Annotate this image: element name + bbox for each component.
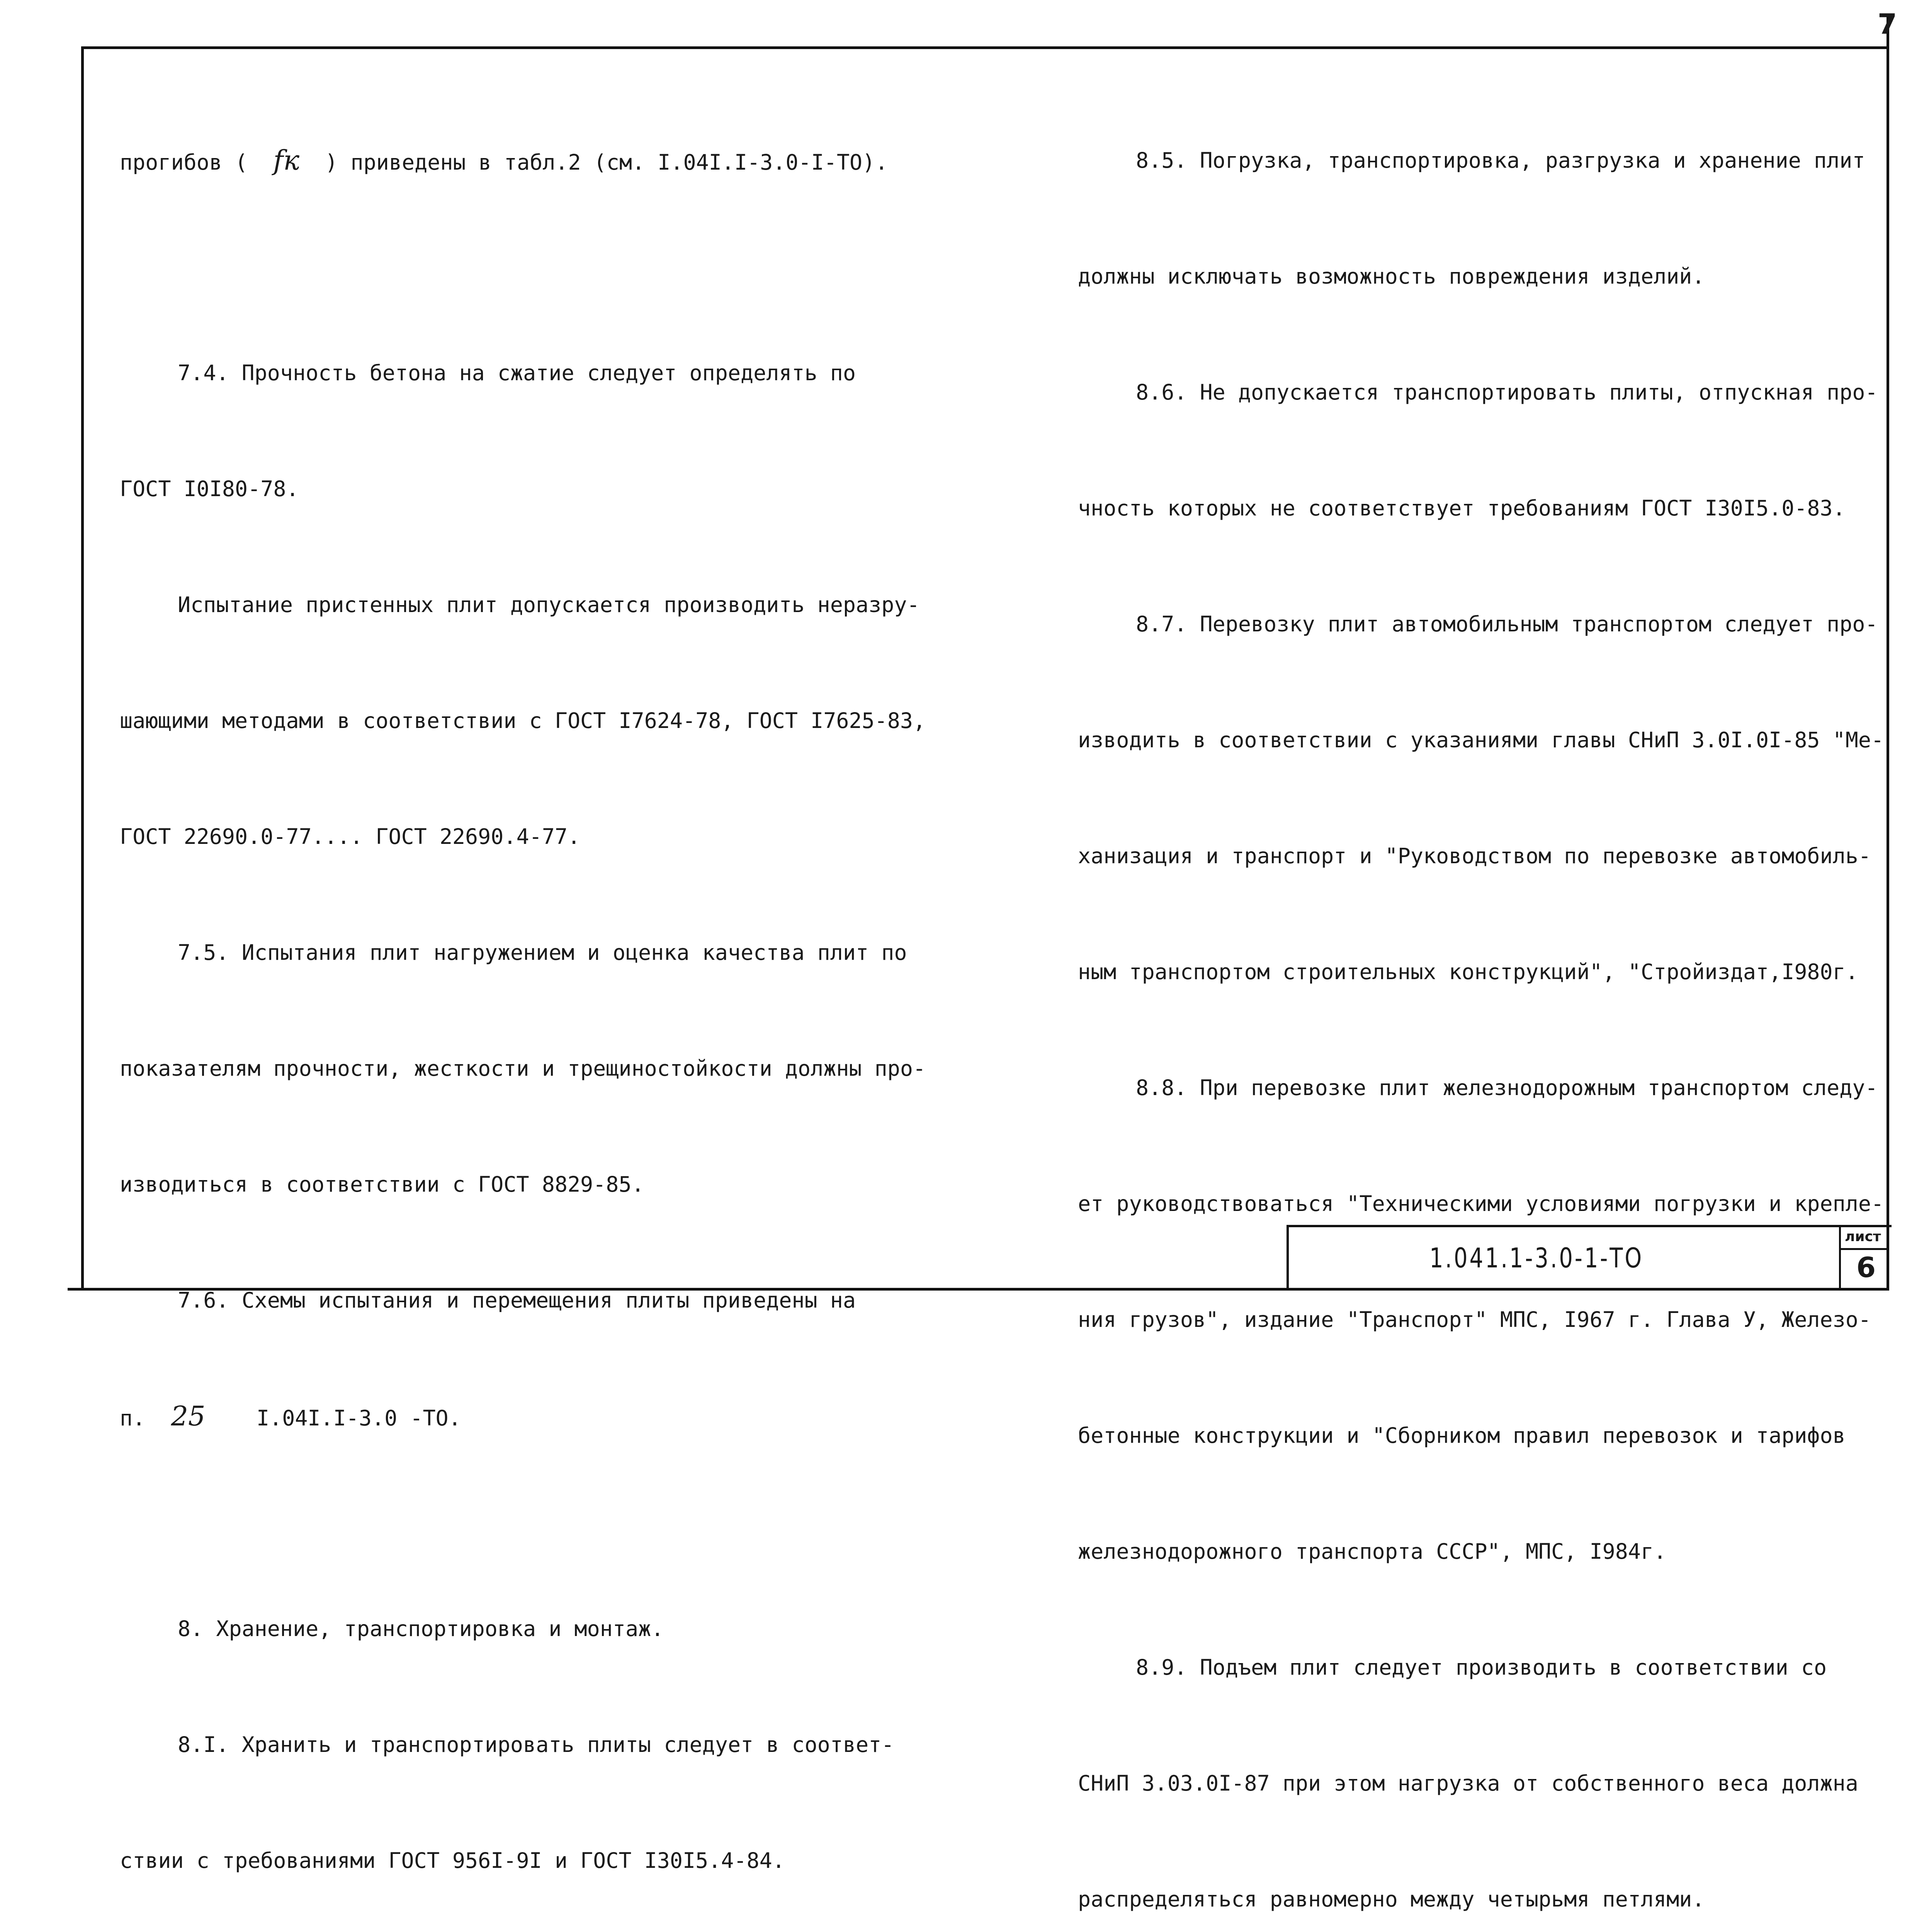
text-line: должны исключать возможность повреждения изделий. [1078,264,1705,289]
spacer [120,257,926,276]
text-line: ГОСТ I0I80-78. [120,476,299,501]
text-line: ет руководствоваться "Техническими условиями погрузки и крепле- [1078,1191,1884,1216]
clause-7-4: 7.4. Прочность бетона на сжатие следует определять по [178,361,856,385]
text-line: распределяться равномерно между четырьмя петлями. [1078,1887,1705,1912]
text-fragment: I.04I.I-3.0 -ТО. [205,1406,461,1430]
deflection-symbol: fк [273,145,300,176]
handwritten-number: 25 [171,1400,206,1432]
clause-7-6: 7.6. Схемы испытания и перемещения плиты приведены на [178,1288,856,1313]
text-line: изводить в соответствии с указаниями главы СНиП 3.0I.0I-85 "Ме- [1078,728,1884,752]
text-line: ГОСТ 22690.0-77.... ГОСТ 22690.4-77. [120,824,581,849]
spacer [120,1513,926,1532]
right-text-column [1078,64,1884,1932]
document-code: 1.041.1-3.0-1-ТО [1429,1242,1644,1274]
clause-8-7: 8.7. Перевозку плит автомобильным транспортом следует про- [1136,612,1878,636]
clause-8-9: 8.9. Подъем плит следует производить в соответствии со [1136,1655,1827,1680]
text-fragment: прогибов ( [120,150,274,175]
clause-8-1: 8.I. Хранить и транспортировать плиты следует в соответ- [178,1732,894,1757]
clause-8-6: 8.6. Не допускается транспортировать плиты, отпускная про- [1136,380,1878,405]
clause-8-8: 8.8. При перевозке плит железнодорожным транспортом следу- [1136,1075,1878,1100]
frame-left-border [81,46,84,1291]
text-line: показателям прочности, жесткости и трещиностойкости должны про- [120,1056,926,1081]
left-text-column [120,64,926,1932]
text-line: бетонные конструкции и "Сборником правил перевозок и тарифов [1078,1423,1846,1448]
text-line: железнодорожного транспорта СССР", МПС, I984г. [1078,1539,1667,1564]
sheet-corner-number: 7 [1878,8,1897,40]
clause-8-5: 8.5. Погрузка, транспортировка, разгрузка и хранение плит [1136,148,1865,173]
text-line: ния грузов", издание "Транспорт" МПС, I967 г. Глава У, Железо- [1078,1307,1871,1332]
text-line [120,141,926,180]
text-line: СНиП 3.03.0I-87 при этом нагрузка от собственного веса должна [1078,1771,1858,1796]
page-number: 6 [1856,1251,1876,1284]
text-line: Испытание пристенных плит допускается производить неразру- [178,592,920,617]
sheet-label: лист [1845,1229,1881,1245]
text-fragment: ) приведены в табл.2 (см. I.04I.I-3.0-I-ТО). [299,150,888,175]
text-line: шающими методами в соответствии с ГОСТ I7624-78, ГОСТ I7625-83, [120,708,926,733]
text-line: ным транспортом строительных конструкций", "Стройиздат,I980г. [1078,959,1858,984]
frame-right-border [1887,15,1889,1291]
text-line: ствии с требованиями ГОСТ 956I-9I и ГОСТ I30I5.4-84. [120,1848,785,1873]
text-fragment: п. [120,1406,171,1430]
section-8-heading: 8. Хранение, транспортировка и монтаж. [178,1616,664,1641]
clause-7-5: 7.5. Испытания плит нагружением и оценка качества плит по [178,940,907,965]
text-line [120,1397,926,1435]
frame-top-border [81,46,1889,49]
text-line: ханизация и транспорт и "Руководством по перевозке автомобиль- [1078,844,1871,868]
text-line: чность которых не соответствует требованиям ГОСТ I30I5.0-83. [1078,496,1846,520]
text-line: изводиться в соответствии с ГОСТ 8829-85. [120,1172,644,1197]
